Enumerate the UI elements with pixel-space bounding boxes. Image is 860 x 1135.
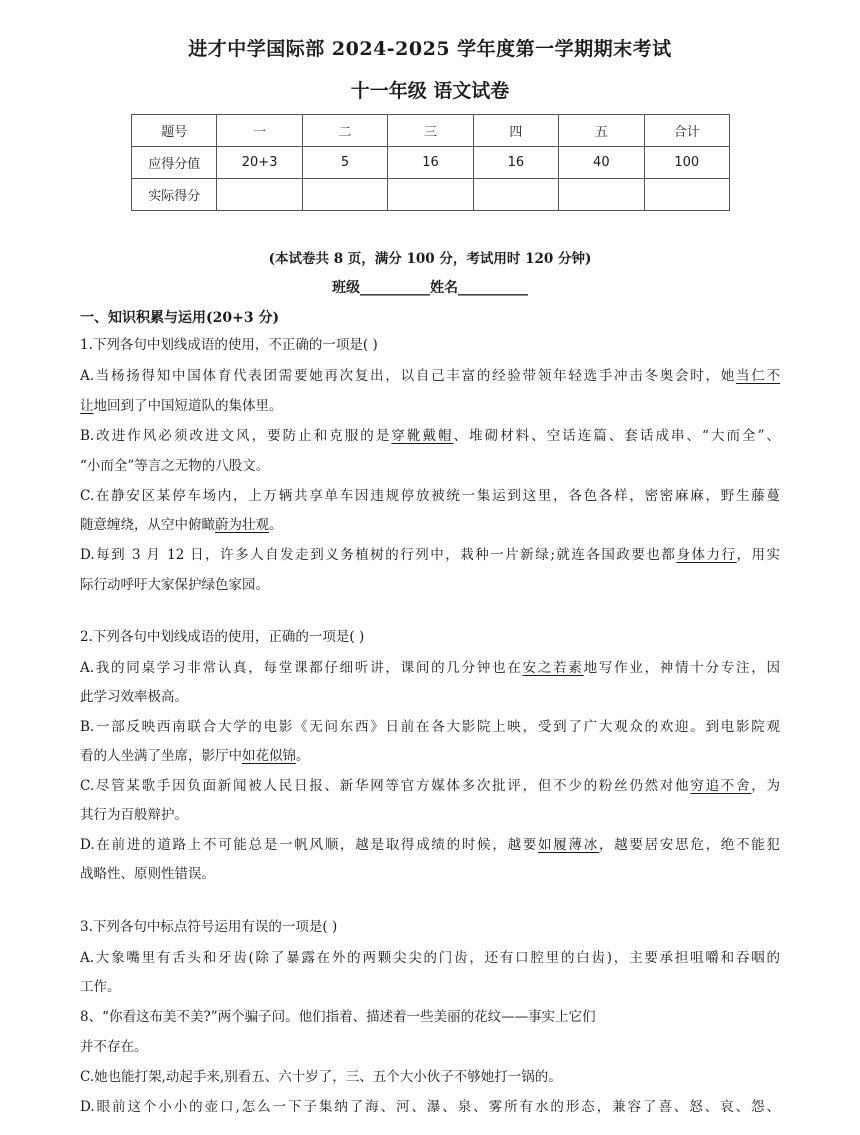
question-stem: 3.下列各句中标点符号运用有误的一项是( ) [80,919,338,935]
option-d-line [80,835,780,855]
underlined-idiom: 穿靴戴帽 [391,428,454,444]
option-text: D.每到 3 月 12 日，许多人自发走到义务植树的行列中，栽种一片新绿;就连各国政要也都 [80,547,677,563]
option-a-line [80,396,780,416]
score-cell: 题号 [132,115,217,147]
score-table [131,114,730,211]
option-text: 地回到了中国短道队的集体里。 [93,398,283,414]
score-cell: 16 [473,147,558,179]
exam-title: 进才中学国际部 2024-2025 学年度第一学期期末考试 [188,38,672,60]
score-cell: 三 [388,115,473,147]
score-cell: 四 [473,115,558,147]
option-c-line [80,776,780,796]
score-table-actual-row [132,179,730,211]
option-d-line [80,545,780,565]
score-cell: 二 [302,115,387,147]
option-a-line: 此学习效率极高。 [80,689,188,705]
option-b-line: B.一部反映西南联合大学的电影《无问东西》日前在各大影院上映，受到了广大观众的欢迎。到电影院观 [80,719,780,735]
option-text: ，用实 [736,547,781,563]
option-b-line [80,426,780,446]
student-info-line: 班级__________姓名__________ [332,280,528,296]
option-c-line [80,515,780,535]
score-cell: 应得分值 [132,147,217,179]
exam-note: (本试卷共 8 页，满分 100 分，考试用时 120 分钟) [268,251,592,267]
option-text: 地写作业，神情十分专注，因 [583,660,781,676]
option-text: ，越要居安思危，绝不能犯 [598,837,781,853]
score-entry-cell[interactable] [644,179,729,211]
option-text: 看的人坐满了坐席，影厅中 [80,748,242,764]
option-a-line: A.大象嘴里有舌头和牙齿(除了暴露在外的两颗尖尖的门齿，还有口腔里的白齿)，主要承担咀嚼和吞咽的 [80,950,780,966]
score-table-header-row [132,115,730,147]
option-text: 。 [296,748,310,764]
score-cell: 100 [644,147,729,179]
option-c-line: C.她也能打架,动起手来,别看五、六十岁了，三、五个大小伙子不够她打一锅的。 [80,1069,562,1085]
score-table-points-row [132,147,730,179]
option-text: 。 [269,517,283,533]
option-text: C.尽管某歌手因负面新闻被人民日报、新华网等官方媒体多次批评，但不少的粉丝仍然对他 [80,778,691,794]
score-entry-cell[interactable] [473,179,558,211]
score-entry-cell[interactable] [388,179,473,211]
question-stem: 2.下列各句中划线成语的使用，正确的一项是( ) [80,629,365,645]
score-cell: 五 [559,115,644,147]
section-heading: 一、知识积累与运用(20+3 分) [80,310,280,326]
underlined-idiom: 让 [80,398,94,414]
underlined-idiom: 如花似锦 [242,748,296,764]
option-c-line: 其行为百般辩护。 [80,807,188,823]
underlined-idiom: 安之若素 [522,660,584,676]
option-text: 随意缠绕，从空中俯瞰 [80,517,215,533]
option-b-line [80,746,780,766]
underlined-idiom: 当仁不 [736,368,781,384]
option-a-line [80,366,780,386]
option-d-line: D.眼前这个小小的壶口,怎么一下子集纳了海、河、瀑、泉、雾所有水的形态，兼容了喜、怒、哀、怨、 [80,1099,780,1115]
option-b-line: 并不存在。 [80,1039,148,1055]
option-text: 、堆砌材料、空话连篇、套话成串、“大而全”、 [453,428,781,444]
option-text: A.我的同桌学习非常认真，每堂课都仔细听讲，课间的几分钟也在 [80,660,523,676]
score-cell: 一 [217,115,302,147]
score-cell: 合计 [644,115,729,147]
score-cell: 40 [559,147,644,179]
option-c-line: C.在静安区某停车场内，上万辆共享单车因违规停放被统一集运到这里，各色各样，密密麻麻，野生藤蔓 [80,488,780,504]
option-a-line [80,658,780,678]
underlined-idiom: 身体力行 [676,547,737,563]
underlined-idiom: 穷追不舍 [690,778,752,794]
option-b-line: 8、“你看这布美不美?”两个骗子问。他们指着、描述着一些美丽的花纹——事实上它们 [80,1009,596,1025]
option-a-line: 工作。 [80,979,121,995]
option-d-line: 战略性、原则性错误。 [80,866,215,882]
option-d-line: 际行动呼吁大家保护绿色家园。 [80,577,269,593]
score-cell: 16 [388,147,473,179]
option-text: A.当杨扬得知中国体育代表团需要她再次复出，以自己丰富的经验带领年轻选手冲击冬奥会时，她 [80,368,737,384]
option-text: D.在前进的道路上不可能总是一帆风顺，越是取得成绩的时候，越要 [80,837,539,853]
score-entry-cell[interactable] [302,179,387,211]
option-text: ，为 [751,778,781,794]
underlined-idiom: 蔚为壮观 [215,517,269,533]
score-cell: 20+3 [217,147,302,179]
underlined-idiom: 如履薄冰 [538,837,599,853]
score-cell: 5 [302,147,387,179]
question-stem: 1.下列各句中划线成语的使用，不正确的一项是( ) [80,337,378,353]
score-cell: 实际得分 [132,179,217,211]
option-b-line: “小而全”等言之无物的八股文。 [80,458,270,474]
score-entry-cell[interactable] [559,179,644,211]
score-entry-cell[interactable] [217,179,302,211]
option-text: B.改进作风必须改进文风，要防止和克服的是 [80,428,392,444]
exam-subtitle: 十一年级 语文试卷 [350,80,510,102]
